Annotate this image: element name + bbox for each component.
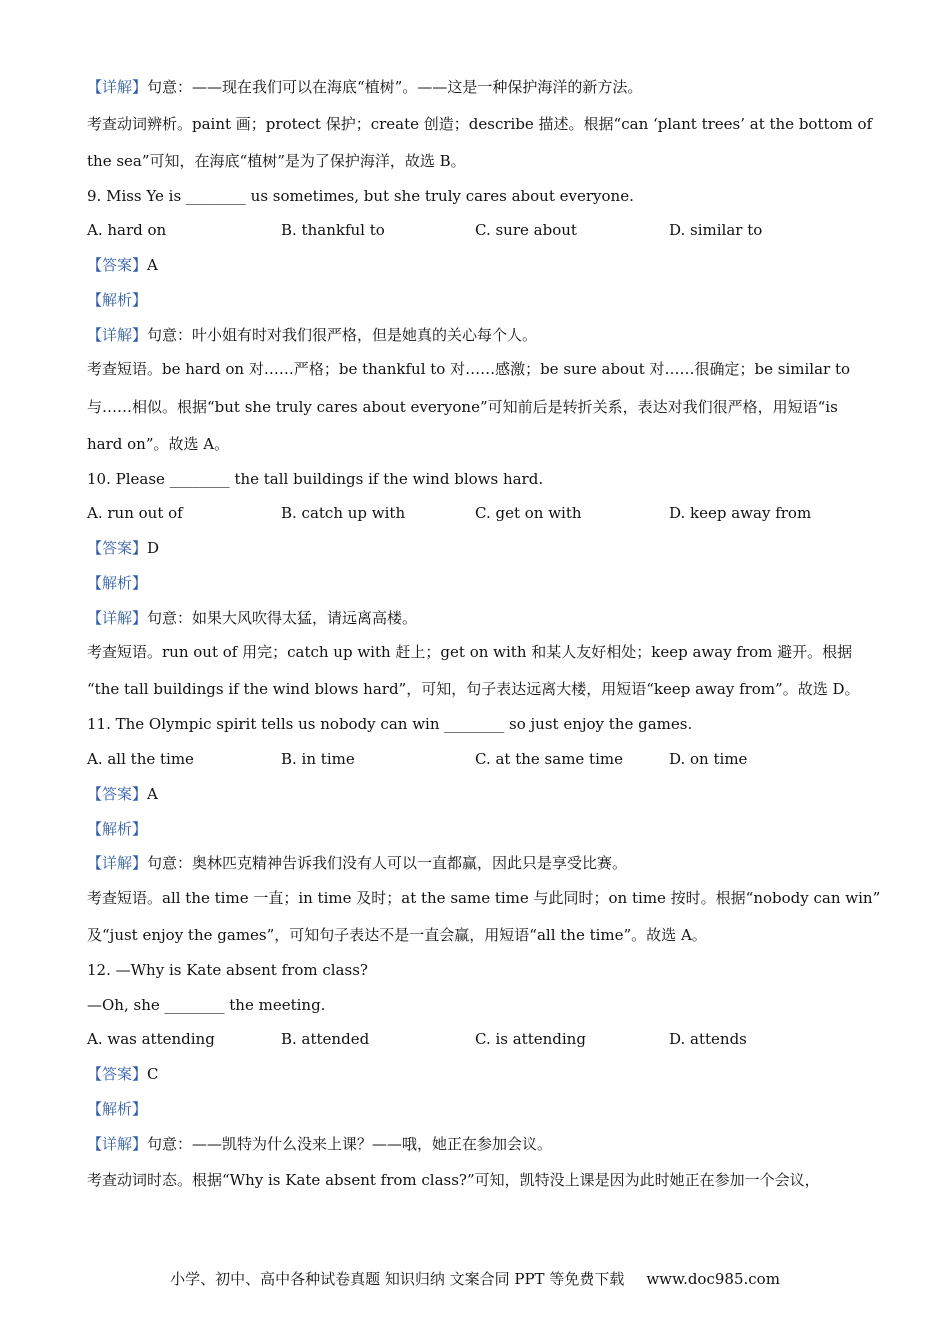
page-footer (0, 1268, 950, 1289)
section-bracket: 【答案】 (87, 1065, 148, 1083)
text-line: 【详解】句意：——现在我们可以在海底“植树”。——这是一种保护海洋的新方法。 (87, 78, 643, 96)
answer-label: 【答案】C (87, 1065, 159, 1083)
section-bracket: 【解析】 (87, 291, 148, 309)
analysis-label (87, 572, 147, 594)
section-bracket: 【详解】 (87, 78, 148, 96)
analysis-label (87, 289, 147, 311)
section-bracket: 【详解】 (87, 609, 148, 627)
text-line: —Oh, she ________ the meeting. (87, 996, 326, 1014)
section-bracket: 【答案】 (87, 256, 148, 274)
option-c: C. sure about (475, 221, 577, 239)
section-bracket: 【答案】 (87, 785, 148, 803)
section-bracket: 【解析】 (87, 820, 148, 838)
section-bracket: 【详解】 (87, 326, 148, 344)
option-b: B. in time (281, 750, 355, 768)
option-c: C. get on with (475, 504, 582, 522)
option-d: D. attends (669, 1030, 747, 1048)
option-a: A. run out of (87, 504, 183, 522)
option-c: C. is attending (475, 1030, 586, 1048)
text-line: 【详解】句意：——凯特为什么没来上课？——哦，她正在参加会议。 (87, 1135, 553, 1153)
text-line: 考查动词辨析。paint 画；protect 保护；create 创造；describe 描述。根据“can ‘plant trees’ at the bottom of (87, 115, 873, 133)
analysis-label (87, 1098, 147, 1120)
text-line: 【详解】句意：如果大风吹得太猛，请远离高楼。 (87, 609, 418, 627)
answer-label: 【答案】A (87, 785, 158, 803)
text-line: 【详解】句意：叶小姐有时对我们很严格，但是她真的关心每个人。 (87, 326, 538, 344)
text-line: “the tall buildings if the wind blows hard”，可知，句子表达远离大楼，用短语“keep away from”。故选 D。 (87, 680, 860, 698)
option-d: D. on time (669, 750, 748, 768)
question-11: 11. The Olympic spirit tells us nobody can win ________ so just enjoy the games. (87, 715, 693, 733)
option-b: B. catch up with (281, 504, 406, 522)
option-c: C. at the same time (475, 750, 623, 768)
section-bracket: 【详解】 (87, 854, 148, 872)
option-a: A. was attending (87, 1030, 215, 1048)
text-line: 及“just enjoy the games”，可知句子表达不是一直会赢，用短语“all the time”。故选 A。 (87, 926, 707, 944)
question-10: 10. Please ________ the tall buildings if the wind blows hard. (87, 470, 544, 488)
text-line: the sea”可知，在海底“植树”是为了保护海洋，故选 B。 (87, 152, 466, 170)
answer-label: 【答案】A (87, 256, 158, 274)
text-line: 考查短语。run out of 用完；catch up with 赶上；get on with 和某人友好相处；keep away from 避开。根据 (87, 643, 853, 661)
section-bracket: 【解析】 (87, 1100, 148, 1118)
option-b: B. attended (281, 1030, 370, 1048)
footer-text: 小学、初中、高中各种试卷真题 知识归纳 文案合同 PPT 等免费下载 (170, 1270, 625, 1288)
text-line: 【详解】句意：奥林匹克精神告诉我们没有人可以一直都赢，因此只是享受比赛。 (87, 854, 628, 872)
question-12: 12. —Why is Kate absent from class? (87, 961, 368, 979)
analysis-label (87, 818, 147, 840)
footer-url[interactable]: www.doc985.com (646, 1270, 780, 1288)
question-9: 9. Miss Ye is ________ us sometimes, but she truly cares about everyone. (87, 187, 634, 205)
option-a: A. hard on (87, 221, 167, 239)
text-line: 考查动词时态。根据“Why is Kate absent from class?”可知，凯特没上课是因为此时她正在参加一个会议， (87, 1171, 820, 1189)
option-d: D. similar to (669, 221, 763, 239)
text-line: hard on”。故选 A。 (87, 435, 230, 453)
text-line: 考查短语。be hard on 对……严格；be thankful to 对……感激；be sure about 对……很确定；be similar to (87, 360, 851, 378)
section-bracket: 【解析】 (87, 574, 148, 592)
option-a: A. all the time (87, 750, 194, 768)
option-b: B. thankful to (281, 221, 385, 239)
text-line: 与……相似。根据“but she truly cares about everyone”可知前后是转折关系，表达对我们很严格，用短语“is (87, 398, 838, 416)
section-bracket: 【详解】 (87, 1135, 148, 1153)
option-d: D. keep away from (669, 504, 812, 522)
answer-label: 【答案】D (87, 539, 160, 557)
text-line: 考查短语。all the time 一直；in time 及时；at the same time 与此同时；on time 按时。根据“nobody can win” (87, 889, 881, 907)
section-bracket: 【答案】 (87, 539, 148, 557)
